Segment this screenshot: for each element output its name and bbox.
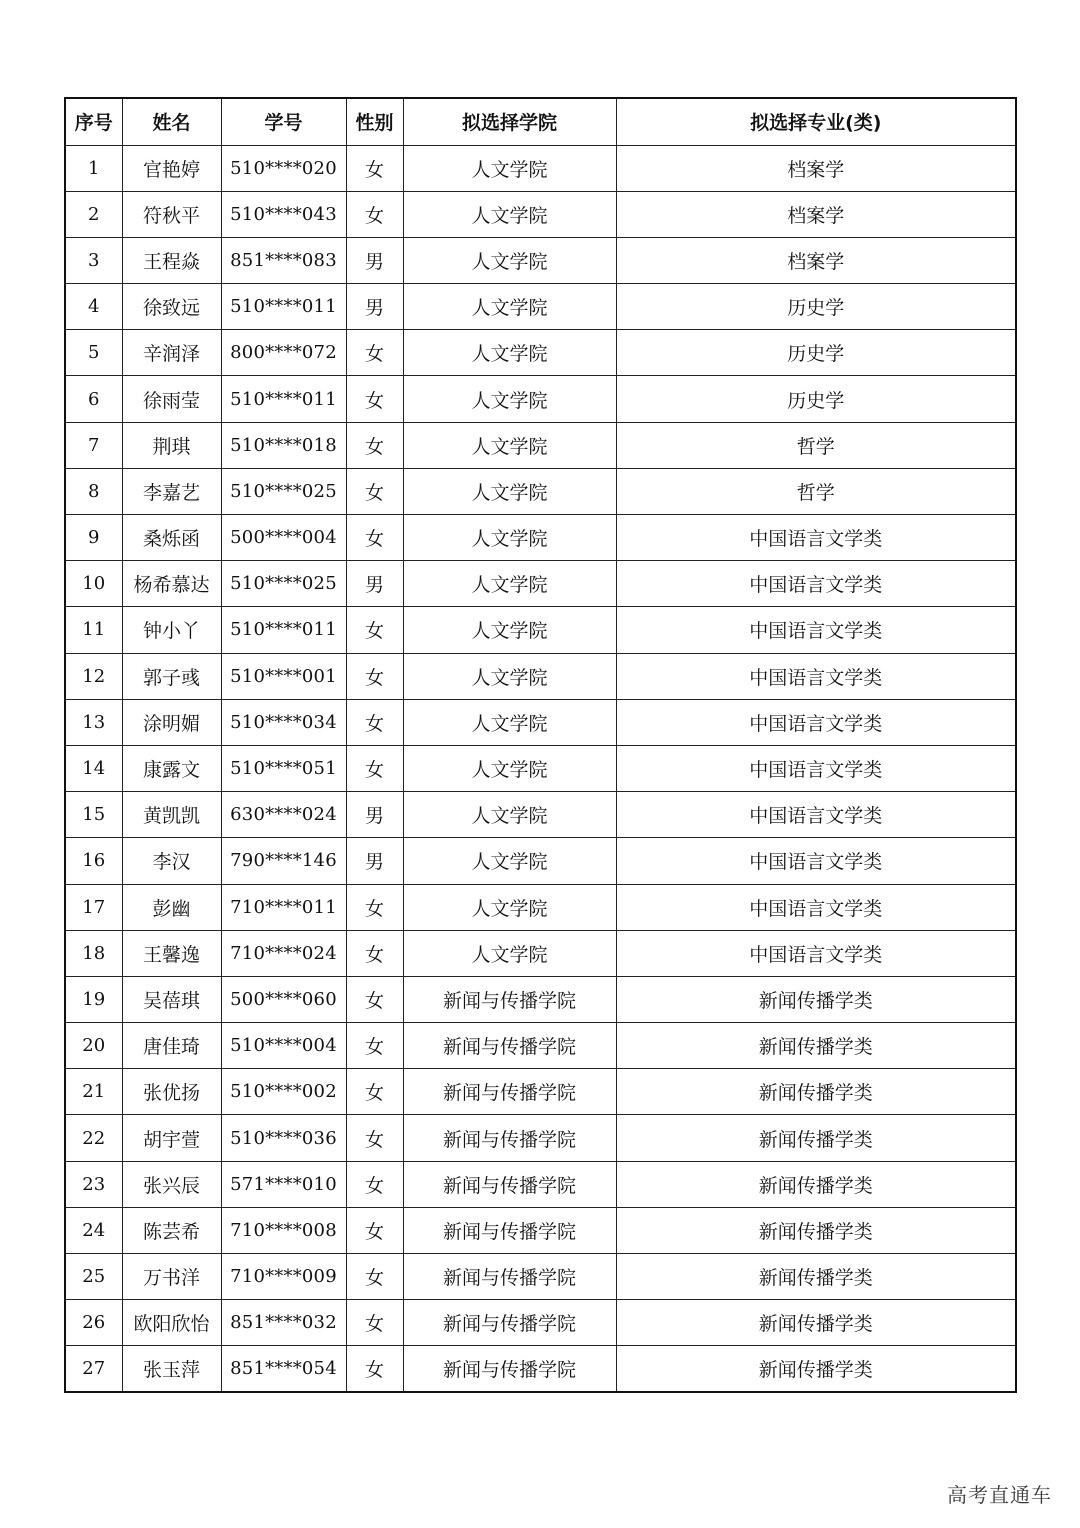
cell-gender: 男: [346, 561, 403, 607]
cell-student-id: 630****024: [221, 792, 346, 838]
cell-college: 新闻与传播学院: [403, 976, 616, 1022]
cell-major: 中国语言文学类: [616, 607, 1016, 653]
cell-name: 康露文: [122, 745, 221, 791]
cell-gender: 女: [346, 1023, 403, 1069]
cell-student-id: 851****054: [221, 1346, 346, 1392]
cell-name: 张兴辰: [122, 1161, 221, 1207]
cell-college: 人文学院: [403, 191, 616, 237]
cell-gender: 女: [346, 884, 403, 930]
cell-index: 6: [65, 376, 122, 422]
cell-major: 档案学: [616, 145, 1016, 191]
cell-major: 档案学: [616, 191, 1016, 237]
cell-student-id: 500****060: [221, 976, 346, 1022]
cell-gender: 女: [346, 422, 403, 468]
cell-major: 哲学: [616, 468, 1016, 514]
cell-index: 3: [65, 237, 122, 283]
cell-major: 档案学: [616, 237, 1016, 283]
cell-gender: 女: [346, 515, 403, 561]
cell-student-id: 510****043: [221, 191, 346, 237]
cell-name: 杨希慕达: [122, 561, 221, 607]
cell-index: 25: [65, 1254, 122, 1300]
cell-gender: 女: [346, 607, 403, 653]
cell-gender: 女: [346, 1254, 403, 1300]
cell-index: 9: [65, 515, 122, 561]
header-major: 拟选择专业(类): [616, 98, 1016, 145]
cell-student-id: 510****002: [221, 1069, 346, 1115]
cell-gender: 女: [346, 330, 403, 376]
table-row: [65, 607, 1016, 653]
table-row: [65, 145, 1016, 191]
cell-name: 彭幽: [122, 884, 221, 930]
table-row: [65, 561, 1016, 607]
cell-name: 官艳婷: [122, 145, 221, 191]
cell-college: 人文学院: [403, 145, 616, 191]
cell-major: 新闻传播学类: [616, 1254, 1016, 1300]
cell-index: 7: [65, 422, 122, 468]
cell-college: 新闻与传播学院: [403, 1346, 616, 1392]
cell-name: 涂明媚: [122, 699, 221, 745]
header-college: 拟选择学院: [403, 98, 616, 145]
cell-index: 27: [65, 1346, 122, 1392]
table-row: [65, 1069, 1016, 1115]
table-row: [65, 330, 1016, 376]
cell-index: 24: [65, 1207, 122, 1253]
cell-name: 张玉萍: [122, 1346, 221, 1392]
cell-college: 人文学院: [403, 930, 616, 976]
cell-name: 钟小丫: [122, 607, 221, 653]
cell-name: 徐致远: [122, 284, 221, 330]
cell-student-id: 510****025: [221, 561, 346, 607]
cell-index: 23: [65, 1161, 122, 1207]
student-table: [64, 97, 1017, 1393]
table-row: [65, 930, 1016, 976]
cell-student-id: 510****011: [221, 376, 346, 422]
cell-gender: 女: [346, 930, 403, 976]
cell-index: 16: [65, 838, 122, 884]
cell-college: 新闻与传播学院: [403, 1300, 616, 1346]
cell-college: 新闻与传播学院: [403, 1069, 616, 1115]
cell-student-id: 510****051: [221, 745, 346, 791]
table-row: [65, 191, 1016, 237]
cell-major: 历史学: [616, 284, 1016, 330]
header-gender: 性别: [346, 98, 403, 145]
cell-college: 人文学院: [403, 376, 616, 422]
cell-college: 人文学院: [403, 884, 616, 930]
cell-student-id: 510****001: [221, 653, 346, 699]
table-row: [65, 515, 1016, 561]
cell-college: 新闻与传播学院: [403, 1161, 616, 1207]
cell-index: 13: [65, 699, 122, 745]
cell-gender: 女: [346, 1346, 403, 1392]
cell-student-id: 790****146: [221, 838, 346, 884]
cell-index: 10: [65, 561, 122, 607]
cell-index: 2: [65, 191, 122, 237]
table-row: [65, 838, 1016, 884]
table-header-row: [65, 98, 1016, 145]
cell-major: 中国语言文学类: [616, 930, 1016, 976]
cell-index: 21: [65, 1069, 122, 1115]
cell-name: 李汉: [122, 838, 221, 884]
table-row: [65, 653, 1016, 699]
cell-major: 新闻传播学类: [616, 1207, 1016, 1253]
cell-gender: 女: [346, 145, 403, 191]
cell-index: 14: [65, 745, 122, 791]
cell-college: 人文学院: [403, 653, 616, 699]
watermark: 高考直通车: [947, 1483, 1052, 1507]
cell-major: 中国语言文学类: [616, 699, 1016, 745]
cell-major: 中国语言文学类: [616, 745, 1016, 791]
cell-student-id: 851****083: [221, 237, 346, 283]
cell-student-id: 851****032: [221, 1300, 346, 1346]
cell-student-id: 710****008: [221, 1207, 346, 1253]
cell-gender: 男: [346, 284, 403, 330]
cell-gender: 女: [346, 191, 403, 237]
cell-student-id: 500****004: [221, 515, 346, 561]
cell-major: 中国语言文学类: [616, 515, 1016, 561]
cell-college: 新闻与传播学院: [403, 1207, 616, 1253]
table-row: [65, 884, 1016, 930]
table-row: [65, 1300, 1016, 1346]
cell-name: 王程焱: [122, 237, 221, 283]
cell-index: 1: [65, 145, 122, 191]
cell-gender: 女: [346, 1300, 403, 1346]
cell-index: 22: [65, 1115, 122, 1161]
cell-name: 桑烁函: [122, 515, 221, 561]
cell-gender: 女: [346, 1115, 403, 1161]
cell-student-id: 571****010: [221, 1161, 346, 1207]
cell-name: 黄凯凯: [122, 792, 221, 838]
cell-major: 历史学: [616, 330, 1016, 376]
cell-gender: 女: [346, 699, 403, 745]
table-row: [65, 1254, 1016, 1300]
cell-student-id: 510****011: [221, 284, 346, 330]
cell-college: 新闻与传播学院: [403, 1023, 616, 1069]
cell-college: 人文学院: [403, 838, 616, 884]
cell-index: 8: [65, 468, 122, 514]
cell-college: 人文学院: [403, 330, 616, 376]
cell-major: 新闻传播学类: [616, 976, 1016, 1022]
cell-gender: 男: [346, 237, 403, 283]
cell-college: 人文学院: [403, 515, 616, 561]
cell-gender: 女: [346, 976, 403, 1022]
cell-student-id: 510****034: [221, 699, 346, 745]
table-row: [65, 284, 1016, 330]
table-row: [65, 237, 1016, 283]
cell-college: 人文学院: [403, 468, 616, 514]
cell-gender: 女: [346, 1207, 403, 1253]
cell-gender: 女: [346, 1161, 403, 1207]
cell-name: 欧阳欣怡: [122, 1300, 221, 1346]
cell-name: 郭子彧: [122, 653, 221, 699]
cell-gender: 女: [346, 653, 403, 699]
table-row: [65, 745, 1016, 791]
table-row: [65, 1115, 1016, 1161]
cell-major: 新闻传播学类: [616, 1115, 1016, 1161]
table-row: [65, 1207, 1016, 1253]
cell-name: 吴蓓琪: [122, 976, 221, 1022]
table-row: [65, 792, 1016, 838]
cell-gender: 女: [346, 745, 403, 791]
cell-index: 20: [65, 1023, 122, 1069]
cell-index: 17: [65, 884, 122, 930]
cell-gender: 男: [346, 792, 403, 838]
cell-major: 新闻传播学类: [616, 1161, 1016, 1207]
cell-name: 陈芸希: [122, 1207, 221, 1253]
cell-name: 张优扬: [122, 1069, 221, 1115]
cell-college: 人文学院: [403, 422, 616, 468]
cell-index: 19: [65, 976, 122, 1022]
cell-major: 新闻传播学类: [616, 1023, 1016, 1069]
cell-college: 人文学院: [403, 699, 616, 745]
cell-name: 万书洋: [122, 1254, 221, 1300]
header-student-id: 学号: [221, 98, 346, 145]
table-row: [65, 976, 1016, 1022]
cell-college: 人文学院: [403, 561, 616, 607]
cell-major: 中国语言文学类: [616, 792, 1016, 838]
cell-student-id: 710****011: [221, 884, 346, 930]
cell-gender: 女: [346, 468, 403, 514]
table-row: [65, 422, 1016, 468]
table-row: [65, 376, 1016, 422]
cell-student-id: 800****072: [221, 330, 346, 376]
cell-college: 人文学院: [403, 792, 616, 838]
cell-student-id: 510****036: [221, 1115, 346, 1161]
cell-index: 5: [65, 330, 122, 376]
cell-major: 中国语言文学类: [616, 884, 1016, 930]
cell-major: 历史学: [616, 376, 1016, 422]
cell-college: 人文学院: [403, 745, 616, 791]
cell-student-id: 510****011: [221, 607, 346, 653]
cell-major: 哲学: [616, 422, 1016, 468]
cell-college: 人文学院: [403, 284, 616, 330]
cell-gender: 男: [346, 838, 403, 884]
table-row: [65, 1161, 1016, 1207]
cell-index: 15: [65, 792, 122, 838]
cell-student-id: 710****009: [221, 1254, 346, 1300]
cell-student-id: 510****004: [221, 1023, 346, 1069]
cell-major: 中国语言文学类: [616, 653, 1016, 699]
table-row: [65, 1023, 1016, 1069]
cell-student-id: 510****025: [221, 468, 346, 514]
cell-college: 新闻与传播学院: [403, 1254, 616, 1300]
cell-gender: 女: [346, 1069, 403, 1115]
cell-college: 新闻与传播学院: [403, 1115, 616, 1161]
table-row: [65, 1346, 1016, 1392]
cell-index: 4: [65, 284, 122, 330]
cell-major: 中国语言文学类: [616, 561, 1016, 607]
cell-name: 荆琪: [122, 422, 221, 468]
cell-student-id: 710****024: [221, 930, 346, 976]
cell-college: 人文学院: [403, 607, 616, 653]
header-index: 序号: [65, 98, 122, 145]
cell-student-id: 510****018: [221, 422, 346, 468]
cell-name: 唐佳琦: [122, 1023, 221, 1069]
cell-index: 11: [65, 607, 122, 653]
table-row: [65, 699, 1016, 745]
cell-gender: 女: [346, 376, 403, 422]
cell-index: 12: [65, 653, 122, 699]
header-name: 姓名: [122, 98, 221, 145]
cell-student-id: 510****020: [221, 145, 346, 191]
cell-index: 18: [65, 930, 122, 976]
table-row: [65, 468, 1016, 514]
table-body: [65, 145, 1016, 1392]
cell-name: 胡宇萱: [122, 1115, 221, 1161]
cell-name: 李嘉艺: [122, 468, 221, 514]
cell-major: 中国语言文学类: [616, 838, 1016, 884]
cell-index: 26: [65, 1300, 122, 1346]
cell-major: 新闻传播学类: [616, 1300, 1016, 1346]
cell-major: 新闻传播学类: [616, 1346, 1016, 1392]
cell-name: 徐雨莹: [122, 376, 221, 422]
cell-name: 符秋平: [122, 191, 221, 237]
cell-major: 新闻传播学类: [616, 1069, 1016, 1115]
cell-name: 辛润泽: [122, 330, 221, 376]
cell-college: 人文学院: [403, 237, 616, 283]
cell-name: 王馨逸: [122, 930, 221, 976]
